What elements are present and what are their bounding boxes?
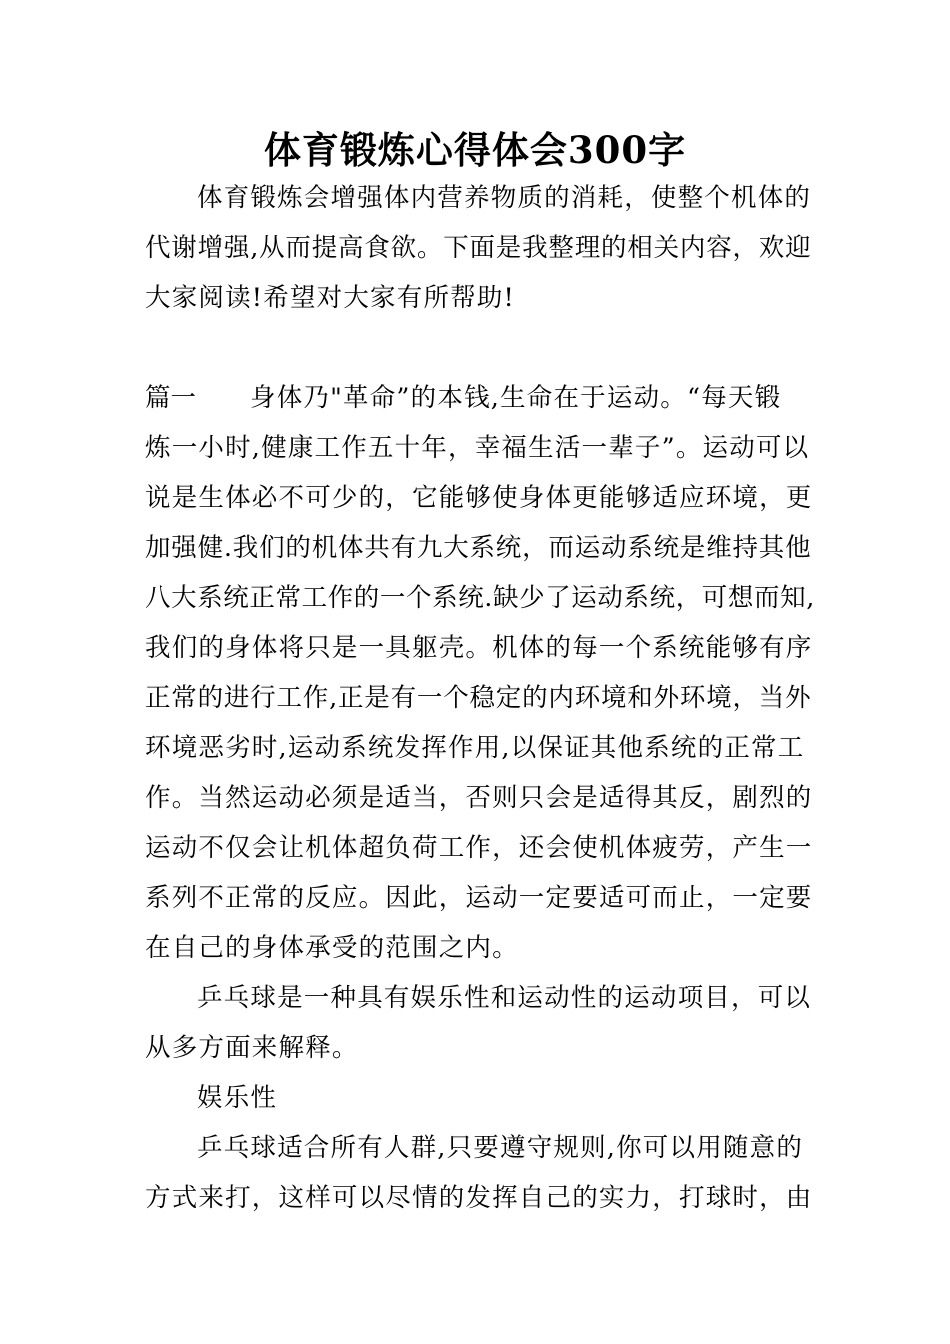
paragraph-line: 方式来打，这样可以尽情的发挥自己的实力，打球时，由: [145, 1183, 813, 1213]
paragraph-line: 炼一小时,健康工作五十年，幸福生活一辈子”。运动可以: [145, 433, 810, 463]
intro-line: 体育锻炼会增强体内营养物质的消耗，使整个机体的: [197, 183, 812, 213]
intro-line: 大家阅读!希望对大家有所帮助!: [145, 283, 515, 313]
paragraph-line: 说是生体必不可少的，它能够使身体更能够适应环境，更: [145, 483, 813, 513]
paragraph-line: 我们的身体将只是一具躯壳。机体的每一个系统能够有序: [145, 633, 813, 663]
paragraph-line: 作。当然运动必须是适当，否则只会是适得其反，剧烈的: [145, 783, 813, 813]
paragraph-line: 运动不仅会让机体超负荷工作，还会使机体疲劳，产生一: [145, 833, 813, 863]
paragraph-line: 环境恶劣时,运动系统发挥作用,以保证其他系统的正常工: [145, 733, 805, 763]
paragraph-line: 正常的进行工作,正是有一个稳定的内环境和外环境，当外: [145, 683, 812, 713]
paragraph-line: 八大系统正常工作的一个系统.缺少了运动系统，可想而知,: [145, 583, 815, 613]
paragraph-line: 乒乓球是一种具有娱乐性和运动性的运动项目，可以: [197, 983, 812, 1013]
paragraph-line: 加强健.我们的机体共有九大系统，而运动系统是维持其他: [145, 533, 812, 563]
subheading: 娱乐性: [197, 1083, 278, 1113]
intro-line: 代谢增强,从而提高食欲。下面是我整理的相关内容，欢迎: [145, 233, 812, 263]
paragraph-line: 系列不正常的反应。因此，运动一定要适可而止，一定要: [145, 883, 813, 913]
section-label: 篇一: [145, 383, 197, 413]
paragraph-line: 在自己的身体承受的范围之内。: [145, 933, 519, 963]
paragraph-line: 身体乃"革命”的本钱,生命在于运动。“每天锻: [250, 383, 782, 413]
document-title: 体育锻炼心得体会300字: [263, 128, 687, 172]
paragraph-line: 从多方面来解释。: [145, 1033, 359, 1063]
paragraph-line: 乒乓球适合所有人群,只要遵守规则,你可以用随意的: [197, 1133, 804, 1163]
